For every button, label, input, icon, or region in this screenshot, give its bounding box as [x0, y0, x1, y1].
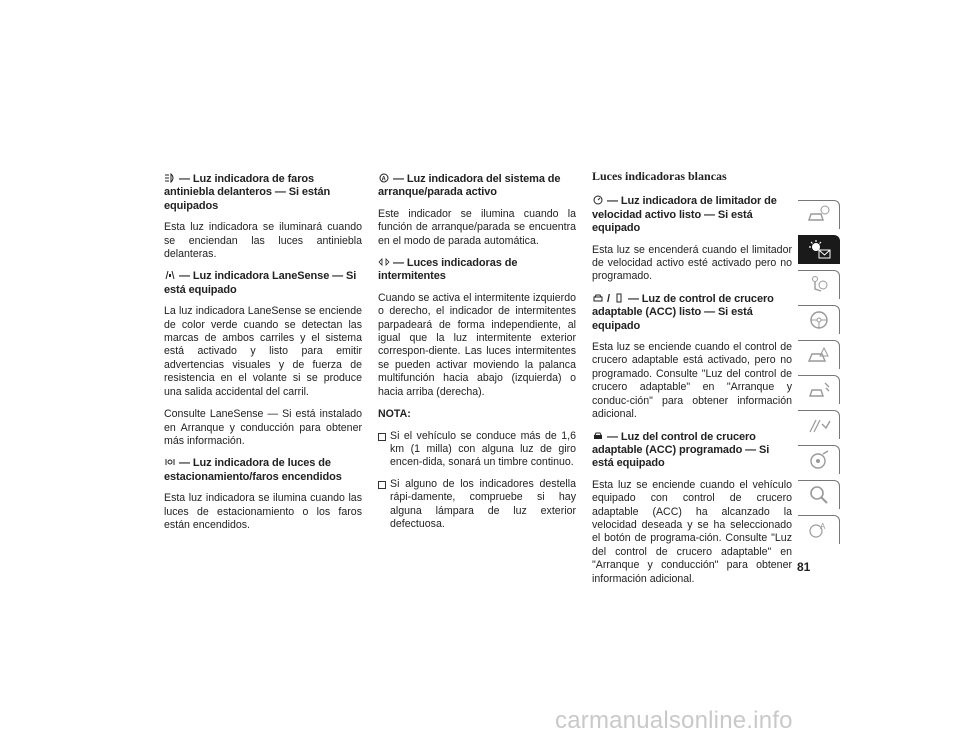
- heading-parking-lights: — Luz indicadora de luces de estacionamiento/faros encendidos: [164, 457, 342, 483]
- list-item: Si el vehículo se conduce más de 1,6 km (1 milla) con alguna luz de giro encen-dida, sonará un timbre continuo.: [378, 430, 576, 470]
- car-info-icon: [806, 204, 832, 226]
- front-fog-light-icon: [164, 173, 176, 183]
- svg-text:A: A: [819, 522, 825, 531]
- column-right: [592, 170, 792, 595]
- svg-text:A: A: [381, 176, 386, 183]
- service-icon: [806, 379, 832, 401]
- paragraph: Esta luz se encenderá cuando el limitador de velocidad activo esté activado pero no programado.: [592, 243, 792, 283]
- column-middle: [378, 173, 576, 539]
- paragraph: Esta luz se enciende cuando el vehículo equipado con control de crucero adaptable (ACC) ha alcanzado la velocidad deseada y se ha seleccionado el botón de programa-ción. Consulte "Luz del control de crucero adaptable" en "Arranque y conducción" para obtener información adicional.: [592, 478, 792, 585]
- page-number: 81: [797, 560, 811, 574]
- note-label: NOTA:: [378, 408, 411, 421]
- car-settings-icon: [806, 414, 832, 436]
- speed-limiter-icon: [592, 195, 604, 205]
- tab-airbag[interactable]: [798, 270, 840, 299]
- heading-acc-set: — Luz del control de crucero adaptable (ACC) programado — Si está equipado: [592, 430, 770, 470]
- steering-icon: [806, 309, 832, 331]
- heading-start-stop: A — Luz indicadora del sistema de arranque/parada activo: [378, 173, 561, 199]
- lanesense-icon: [164, 270, 176, 280]
- paragraph: Esta luz indicadora se iluminará cuando se enciendan las luces antiniebla delanteras.: [164, 221, 362, 261]
- airbag-icon: [806, 274, 832, 296]
- list-item: Si alguno de los indicadores destella rápi-damente, compruebe si hay alguna lámpara de luz exterior defectuosa.: [378, 478, 576, 532]
- tab-steering[interactable]: [798, 305, 840, 334]
- paragraph: Consulte LaneSense — Si está instalado en Arranque y conducción para obtener más información.: [164, 408, 362, 447]
- search-icon: [806, 484, 832, 506]
- watermark[interactable]: carmanualsonline.info: [555, 707, 793, 734]
- paragraph: Esta luz se enciende cuando el control de crucero adaptable está activado, pero no programado. Consulte "Luz del control de crucero adaptable" en "Arranque y conduc-ción" para obtener información adicional.: [592, 341, 792, 421]
- language-icon: [806, 519, 832, 541]
- turn-signal-icon: [378, 257, 390, 267]
- tab-vehicle-damage[interactable]: [798, 340, 840, 369]
- acc-ready-icon: [592, 293, 604, 303]
- paragraph: La luz indicadora LaneSense se enciende de color verde cuando se detectan las marcas de ambos carriles y el sistema está activado y listo para emitir advertencias visuales y de fuerza de resistencia en el volante si se produce una salida accidental del carril.: [164, 305, 362, 398]
- media-icon: [806, 449, 832, 471]
- section-title: Luces indicadoras blancas: [592, 169, 727, 183]
- acc-ready-alt-icon: [613, 293, 625, 303]
- paragraph: Cuando se activa el intermitente izquierdo o derecho, el indicador de intermitentes parpadeará de forma independiente, al igual que la luz intermitente exterior correspon-diente. Las luces intermitentes se pueden activar moviendo la palanca multifunción hacia abajo (izquierda) o hacia arriba (derecha).: [378, 291, 576, 398]
- tab-language[interactable]: [798, 515, 840, 544]
- acc-set-icon: [592, 431, 604, 441]
- note-list: [378, 430, 576, 532]
- heading-turn-signals: — Luces indicadoras de intermitentes: [378, 257, 518, 283]
- paragraph: Este indicador se ilumina cuando la función de arranque/parada se encuentra en el modo de parada automática.: [378, 207, 576, 247]
- column-left: [164, 173, 362, 541]
- vehicle-damage-icon: [806, 344, 832, 366]
- tab-car-info[interactable]: [798, 200, 840, 229]
- chapter-tabs: [798, 200, 840, 550]
- heading-speed-limiter: — Luz indicadora de limitador de velocidad activo listo — Si está equipado: [592, 195, 777, 235]
- parking-lights-icon: [164, 457, 176, 467]
- paragraph: Esta luz indicadora se ilumina cuando las luces de estacionamiento o los faros están encendidos.: [164, 492, 362, 531]
- heading-front-fog: — Luz indicadora de faros antiniebla delanteros — Si están equipados: [164, 173, 331, 212]
- heading-acc-ready: / — Luz de control de crucero adaptable (ACC) listo — Si está equipado: [592, 292, 774, 332]
- tab-warning-lights[interactable]: [798, 235, 840, 264]
- start-stop-icon: [378, 173, 390, 183]
- tab-media[interactable]: [798, 445, 840, 474]
- tab-service[interactable]: [798, 375, 840, 404]
- heading-lanesense: — Luz indicadora LaneSense — Si está equipado: [164, 270, 357, 296]
- bullet-box: [378, 433, 386, 441]
- tab-search[interactable]: [798, 480, 840, 509]
- tab-car-settings[interactable]: [798, 410, 840, 439]
- warning-lights-icon: [806, 239, 832, 261]
- bullet-box: [378, 481, 386, 489]
